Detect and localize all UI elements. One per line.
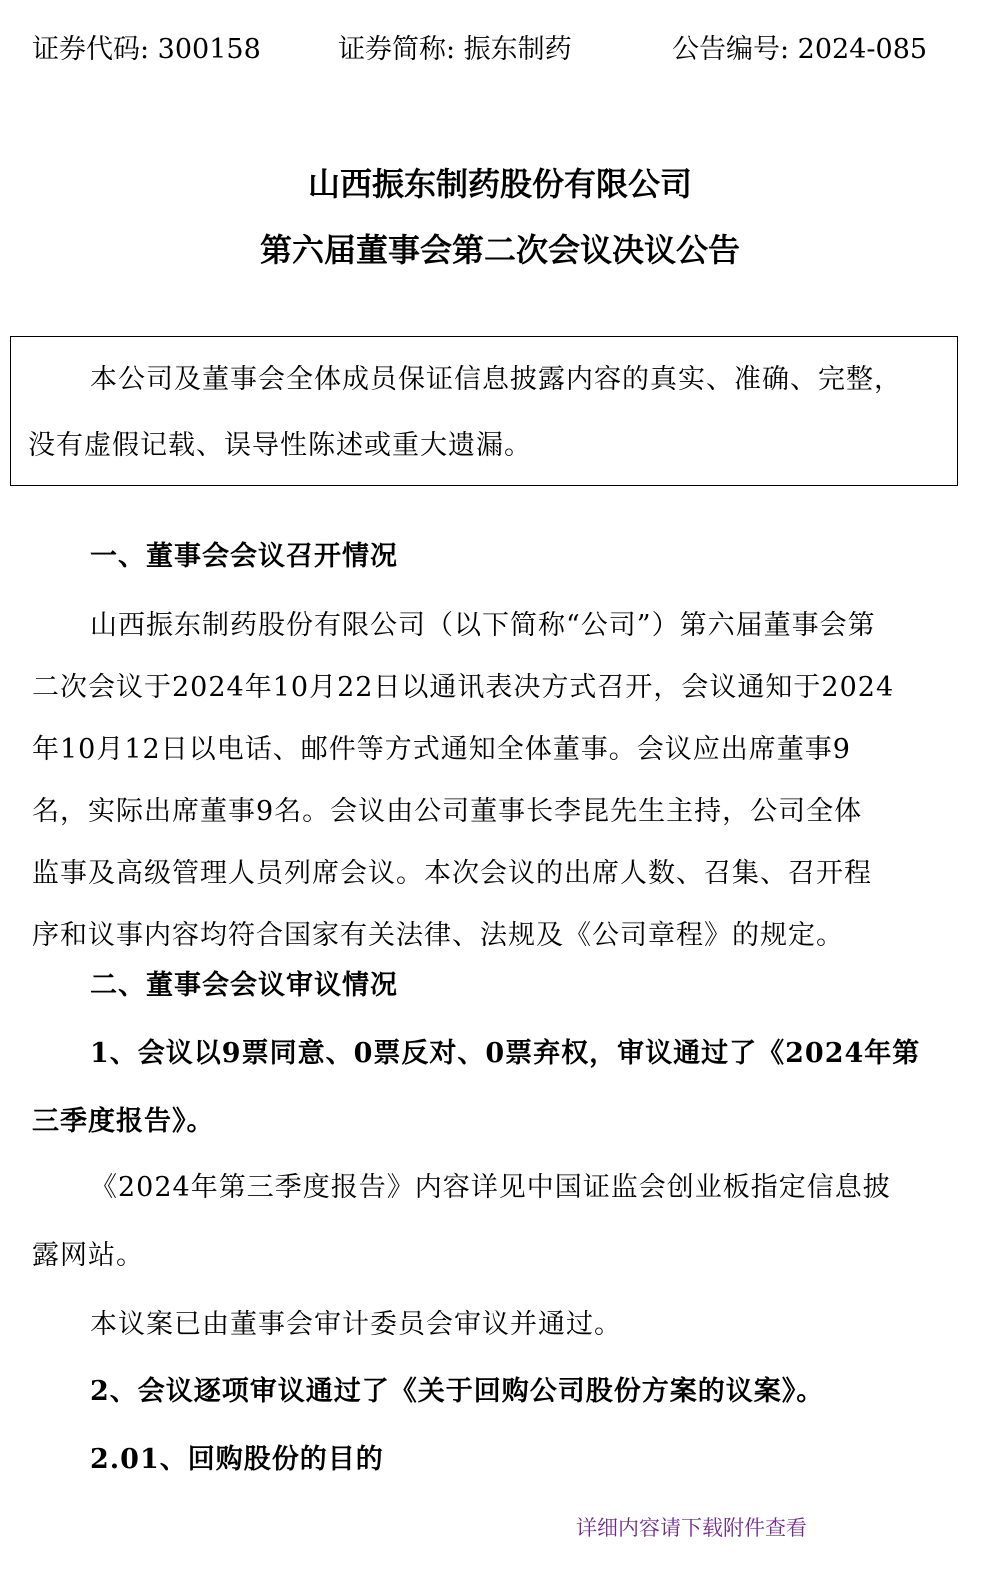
disclaimer-line-1: 本公司及董事会全体成员保证信息披露内容的真实、准确、完整， [90,364,902,395]
audit-committee-note: 本议案已由董事会审计委员会审议并通过。 [90,1309,622,1340]
section-heading-meeting-review: 二、董事会会议审议情况 [90,970,398,1001]
paragraph-line: 监事及高级管理人员列席会议。本次会议的出席人数、召集、召开程 [32,858,872,889]
disclaimer-line-2: 没有虚假记载、误导性陈述或重大遗漏。 [28,430,532,461]
report-note-line-1: 《2024年第三季度报告》内容详见中国证监会创业板指定信息披 [90,1172,891,1203]
download-attachment-link[interactable]: 详细内容请下载附件查看 [576,1516,807,1540]
paragraph-line: 年10月12日以电话、邮件等方式通知全体董事。会议应出席董事9 [32,734,851,765]
resolution-item-2: 2、会议逐项审议通过了《关于回购公司股份方案的议案》。 [90,1376,825,1407]
resolution-item-2-01: 2.01、回购股份的目的 [90,1444,384,1475]
report-note-line-2: 露网站。 [32,1240,144,1271]
stock-short-name: 证券简称: 振东制药 [338,34,572,65]
notice-title: 第六届董事会第二次会议决议公告 [259,231,740,269]
paragraph-line: 名，实际出席董事9名。会议由公司董事长李昆先生主持，公司全体 [32,796,863,827]
paragraph-line: 山西振东制药股份有限公司（以下简称“公司”）第六届董事会第 [90,610,876,641]
notice-number: 公告编号: 2024-085 [672,34,928,65]
resolution-item-1-cont: 三季度报告》。 [32,1106,215,1137]
paragraph-line: 二次会议于2024年10月22日以通讯表决方式召开，会议通知于2024 [32,672,895,703]
stock-code: 证券代码: 300158 [32,34,261,65]
section-heading-meeting-convening: 一、董事会会议召开情况 [90,541,398,572]
resolution-item-1: 1、会议以9票同意、0票反对、0票弃权，审议通过了《2024年第 [90,1038,921,1069]
paragraph-line: 序和议事内容均符合国家有关法律、法规及《公司章程》的规定。 [32,920,844,951]
company-title: 山西振东制药股份有限公司 [307,165,692,203]
